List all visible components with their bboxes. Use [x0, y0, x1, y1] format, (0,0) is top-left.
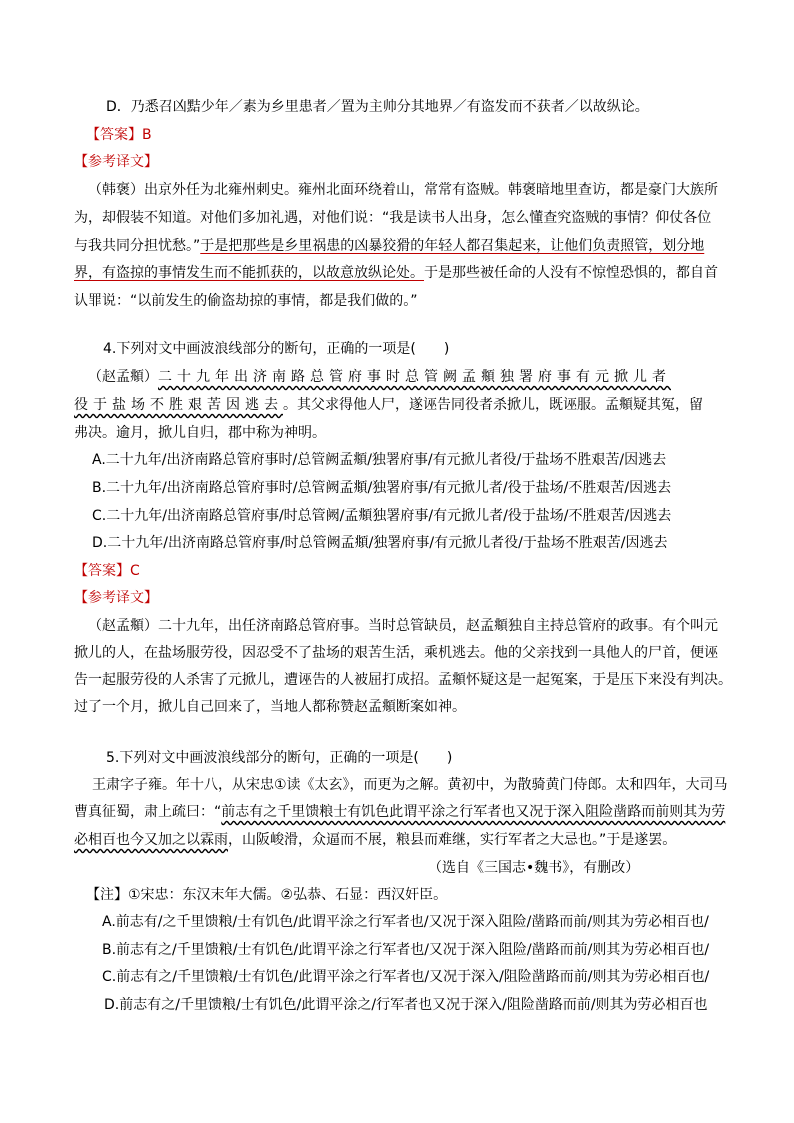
q4-option-d: D.二十九年/出济南路总管府事/时总管阙孟頫/独署府事/有元掀儿者役/于盐场不胜艰苦/因逃去	[92, 535, 668, 551]
q4-passage-line-1	[88, 368, 671, 386]
q5-option-a: A.前志有/之千里馈粮/士有饥色/此谓平涂之行军者也/又况于深入阻险/凿路而前/则其为劳必相百也/	[102, 914, 709, 930]
q3-translation-line-4	[74, 264, 718, 282]
q4-wavy-line-2: 役于盐场不胜艰苦因逃去	[74, 397, 283, 413]
q5-passage-text: 曹真征蜀，肃上疏曰：“	[74, 804, 222, 820]
q3-answer: 【答案】B	[86, 127, 152, 143]
q4-stem: 4.下列对文中画波浪线部分的断句，正确的一项是( )	[103, 341, 450, 357]
q5-wavy-line-1: 前志有之千里馈粮士有饥色此谓平涂之行军者也又况于深入阻险凿路而前则其为劳	[221, 804, 726, 820]
q4-wavy-line-1: 二十九年出济南路总管府事时总管阙孟頫独署府事有元掀儿者	[158, 369, 671, 385]
q5-option-d: D.前志有之/千里馈粮/士有饥色/此谓平涂之/行军者也又况于深入/阻险凿路而前/则其为劳必相百也	[104, 997, 708, 1013]
q4-option-b: B.二十九年/出济南路总管府事时/总管阙孟頫/独署府事/有元掀儿者/役于盐场/不胜艰苦/因逃去	[92, 480, 672, 496]
q4-translation-heading: 【参考译文】	[74, 590, 158, 606]
q3-translation-line-1: （韩褒）出京外任为北雍州刺史。雍州北面环绕着山，常常有盗贼。韩褒暗地里查访，都是豪门大族所	[88, 182, 718, 198]
q4-passage-name: （赵孟頫）	[88, 369, 158, 385]
q5-option-c: C.前志有之/千里馈粮/士有饥色/此谓平涂之行军者也/又况于深入/阻险凿路而前/则其为劳必相百也/	[102, 969, 710, 985]
q4-option-a: A.二十九年/出济南路总管府事时/总管阙孟頫/独署府事/有元掀儿者役/于盐场不胜艰苦/因逃去	[92, 452, 667, 468]
q3-tr3-underlined: 于是把那些是乡里祸患的凶暴狡猾的年轻人都召集起来，让他们负责照管，划分地	[200, 238, 705, 254]
q5-option-b: B.前志有之/千里馈粮/士有饥色/此谓平涂之行军者也/又况于深入阻险/凿路而前/则其为劳必相百也/	[102, 942, 710, 958]
q3-translation-line-3	[74, 237, 704, 255]
q4-answer: 【答案】C	[74, 563, 140, 579]
q5-note: 【注】①宋忠：东汉末年大儒。②弘恭、石显：西汉奸臣。	[86, 887, 448, 903]
q3-translation-line-2: 为，却假装不知道。对他们多加礼遇，对他们说：“我是读书人出身，怎么懂查究盗贼的事情？仰仗各位	[74, 210, 712, 226]
q5-passage-line-3	[74, 831, 676, 849]
q4-translation-line-2: 掀儿的人，在盐场服劳役，因忍受不了盐场的艰苦生活，乘机逃去。他的父亲找到一具他人的尸首，便诬	[74, 645, 718, 661]
q3-tr3-plain: 与我共同分担忧愁。”	[74, 238, 201, 254]
q4-translation-line-4: 过了一个月，掀儿自己回来了，当地人都称赞赵孟頫断案如神。	[74, 699, 466, 715]
q3-tr4-plain: 于是那些被任命的人没有不惊惶恐惧的，都自首	[424, 265, 718, 281]
q5-wavy-line-2: 必相百也今又加之以霖雨	[74, 832, 228, 848]
q5-passage-line-2	[74, 803, 725, 821]
q3-option-d: D．乃悉召凶黠少年／素为乡里患者／置为主帅分其地界／有盗发而不获者／以故纵论。	[106, 99, 649, 115]
q5-passage-rest: ，山阪峻滑，众逼而不展，粮县而难继，实行军者之大忌也。”于是遂罢。	[228, 832, 677, 848]
q3-tr4-underlined: 界，有盗掠的事情发生而不能抓获的，以故意放纵论处。	[74, 265, 424, 281]
q3-translation-line-5: 认罪说：“以前发生的偷盗劫掠的事情，都是我们做的。”	[74, 293, 418, 309]
q5-passage-line-1: 王肃字子雍。年十八，从宋忠①读《太玄》，而更为之解。黄初中，为散骑黄门侍郎。太和四年，大司马	[92, 777, 728, 793]
q3-translation-heading: 【参考译文】	[74, 154, 158, 170]
q4-option-c: C.二十九年/出济南路总管府事/时总管阙/孟頫独署府事/有元掀儿者/役于盐场/不胜艰苦/因逃去	[92, 508, 672, 524]
q4-translation-line-1: （赵孟頫）二十九年，出任济南路总管府事。当时总管缺员，赵孟頫独自主持总管府的政事。有个叫元	[88, 618, 718, 634]
q5-stem: 5.下列对文中画波浪线部分的断句，正确的一项是( )	[106, 750, 453, 766]
q4-passage-line-2	[74, 396, 703, 414]
q5-source: （选自《三国志•魏书》，有删改）	[428, 860, 640, 876]
q4-translation-line-3: 告一起服劳役的人杀害了元掀儿，遭诬告的人被屈打成招。孟頫怀疑这是一起冤案，于是压下来没有判决。	[74, 672, 732, 688]
q4-passage-line-3: 弗决。逾月，掀儿自归，郡中称为神明。	[74, 425, 326, 441]
q4-passage-rest: 。其父求得他人尸，遂诬告同役者杀掀儿，既诬服。孟頫疑其冤，留	[283, 397, 703, 413]
